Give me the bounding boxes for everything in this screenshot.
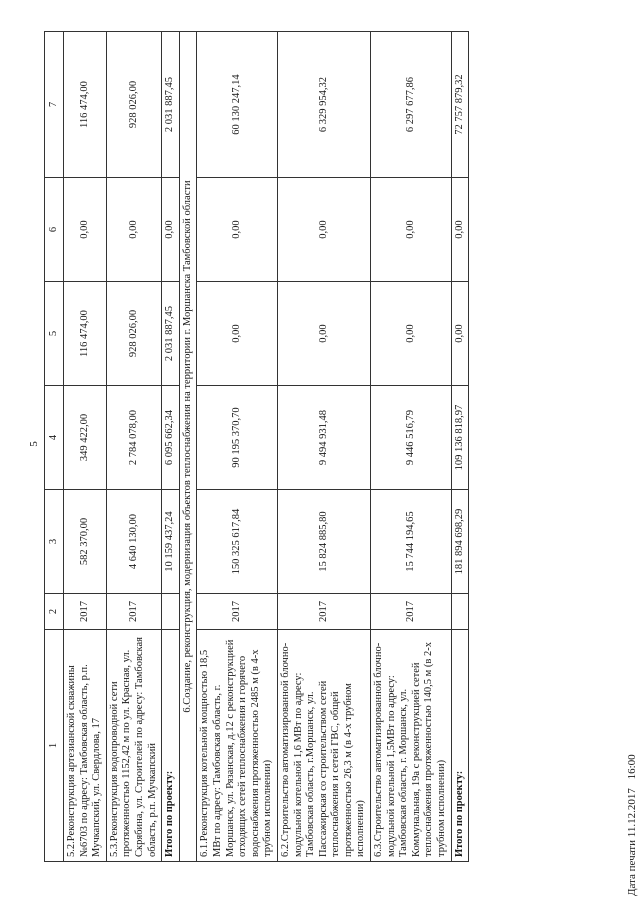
- item-name: 5.3.Реконструкция водопроводной сети протяженностью 1152,42 м по ул. Красная, ул. Скрябина, ул. Строителей по адресу: Тамбовская область, р.п. Мучкапский: [106, 630, 161, 862]
- item-name: Итого по проекту:: [162, 630, 180, 862]
- column-header: 3: [45, 490, 64, 594]
- col4-cell: 6 095 662,34: [162, 386, 180, 490]
- col5-cell: 0,00: [371, 282, 452, 386]
- column-header: 1: [45, 630, 64, 862]
- cost-cell: 15 744 194,65: [371, 490, 452, 594]
- year-cell: 2017: [106, 594, 161, 630]
- col4-cell: 109 136 818,97: [451, 386, 469, 490]
- cost-cell: 10 159 437,24: [162, 490, 180, 594]
- col7-cell: 928 026,00: [106, 32, 161, 178]
- item-name: 5.2.Реконструкция артезианской скважины №6703 по адресу: Тамбовская область, р.п. Мучкапский, ул. Свердлова, 17: [64, 630, 107, 862]
- col5-cell: 2 031 887,45: [162, 282, 180, 386]
- col6-cell: 0,00: [162, 178, 180, 282]
- col5-cell: 116 474,00: [64, 282, 107, 386]
- column-header: 4: [45, 386, 64, 490]
- cost-cell: 181 894 698,29: [451, 490, 469, 594]
- table-row: [64, 32, 107, 862]
- col7-cell: 6 329 954,32: [277, 32, 370, 178]
- rotated-page: [44, 32, 469, 862]
- col5-cell: 0,00: [451, 282, 469, 386]
- print-date-label: Дата печати 11.12.2017: [626, 788, 638, 896]
- col7-cell: 6 297 677,86: [371, 32, 452, 178]
- col6-cell: 0,00: [197, 178, 278, 282]
- col6-cell: 0,00: [106, 178, 161, 282]
- col4-cell: 349 422,00: [64, 386, 107, 490]
- col7-cell: 116 474,00: [64, 32, 107, 178]
- col4-cell: 9 494 931,48: [277, 386, 370, 490]
- table-row: [197, 32, 278, 862]
- year-cell: [451, 594, 469, 630]
- col5-cell: 0,00: [197, 282, 278, 386]
- total-row: [162, 32, 180, 862]
- column-header: 7: [45, 32, 64, 178]
- col4-cell: 2 784 078,00: [106, 386, 161, 490]
- column-header: 6: [45, 178, 64, 282]
- item-name: 6.3.Строительство автоматизированной блочно-модульной котельной 1,5МВт по адресу: Тамбовская область, г. Моршанск, ул. Коммунальная, 19а с реконструкцией сетей теплоснабжения протяженностью 140,5 м (в 2-х трубном исполнении): [371, 630, 452, 862]
- column-header: 5: [45, 282, 64, 386]
- col7-cell: 2 031 887,45: [162, 32, 180, 178]
- year-cell: 2017: [64, 594, 107, 630]
- cost-cell: 582 370,00: [64, 490, 107, 594]
- item-name: 6.1.Реконструкция котельной мощностью 18,5 МВт по адресу: Тамбовская область, г. Моршанск, ул. Рязанская, д.12 с реконструкцией отходящих сетей теплоснабжения и горячего водоснабжения протяженностью 2485 м (в 4-х трубном исполнении): [197, 630, 278, 862]
- cost-cell: 150 325 617,84: [197, 490, 278, 594]
- cost-cell: 15 824 885,80: [277, 490, 370, 594]
- item-name: 6.2.Строительство автоматизированной блочно-модульной котельной 1,6 МВт по адресу: Тамбовская область, г.Моршанск, ул. Пассажирская со строительством сетей теплоснабжения и сетей ГВС, общей протяженностью 26,3 м (в 4-х трубном исполнении): [277, 630, 370, 862]
- budget-table: [44, 31, 469, 862]
- col7-cell: 72 757 879,32: [451, 32, 469, 178]
- col6-cell: 0,00: [277, 178, 370, 282]
- cost-cell: 4 640 130,00: [106, 490, 161, 594]
- col4-cell: 9 446 516,79: [371, 386, 452, 490]
- column-header: 2: [45, 594, 64, 630]
- section-row: [179, 32, 197, 862]
- col7-cell: 60 130 247,14: [197, 32, 278, 178]
- table-row: [106, 32, 161, 862]
- print-time: 16:00: [626, 754, 638, 780]
- table-row: [277, 32, 370, 862]
- year-cell: 2017: [371, 594, 452, 630]
- total-row: [451, 32, 469, 862]
- print-date-footer: [626, 754, 638, 896]
- col6-cell: 0,00: [371, 178, 452, 282]
- column-number-row: [45, 32, 64, 862]
- col5-cell: 928 026,00: [106, 282, 161, 386]
- section-title: 6.Создание, реконструкция, модернизация объектов теплоснабжения на территории г. Моршанска Тамбовской области: [179, 32, 197, 862]
- col6-cell: 0,00: [451, 178, 469, 282]
- col5-cell: 0,00: [277, 282, 370, 386]
- year-cell: 2017: [197, 594, 278, 630]
- year-cell: 2017: [277, 594, 370, 630]
- year-cell: [162, 594, 180, 630]
- page-number: 5: [28, 441, 40, 447]
- table-row: [371, 32, 452, 862]
- col6-cell: 0,00: [64, 178, 107, 282]
- col4-cell: 90 195 370,70: [197, 386, 278, 490]
- item-name: Итого по проекту:: [451, 630, 469, 862]
